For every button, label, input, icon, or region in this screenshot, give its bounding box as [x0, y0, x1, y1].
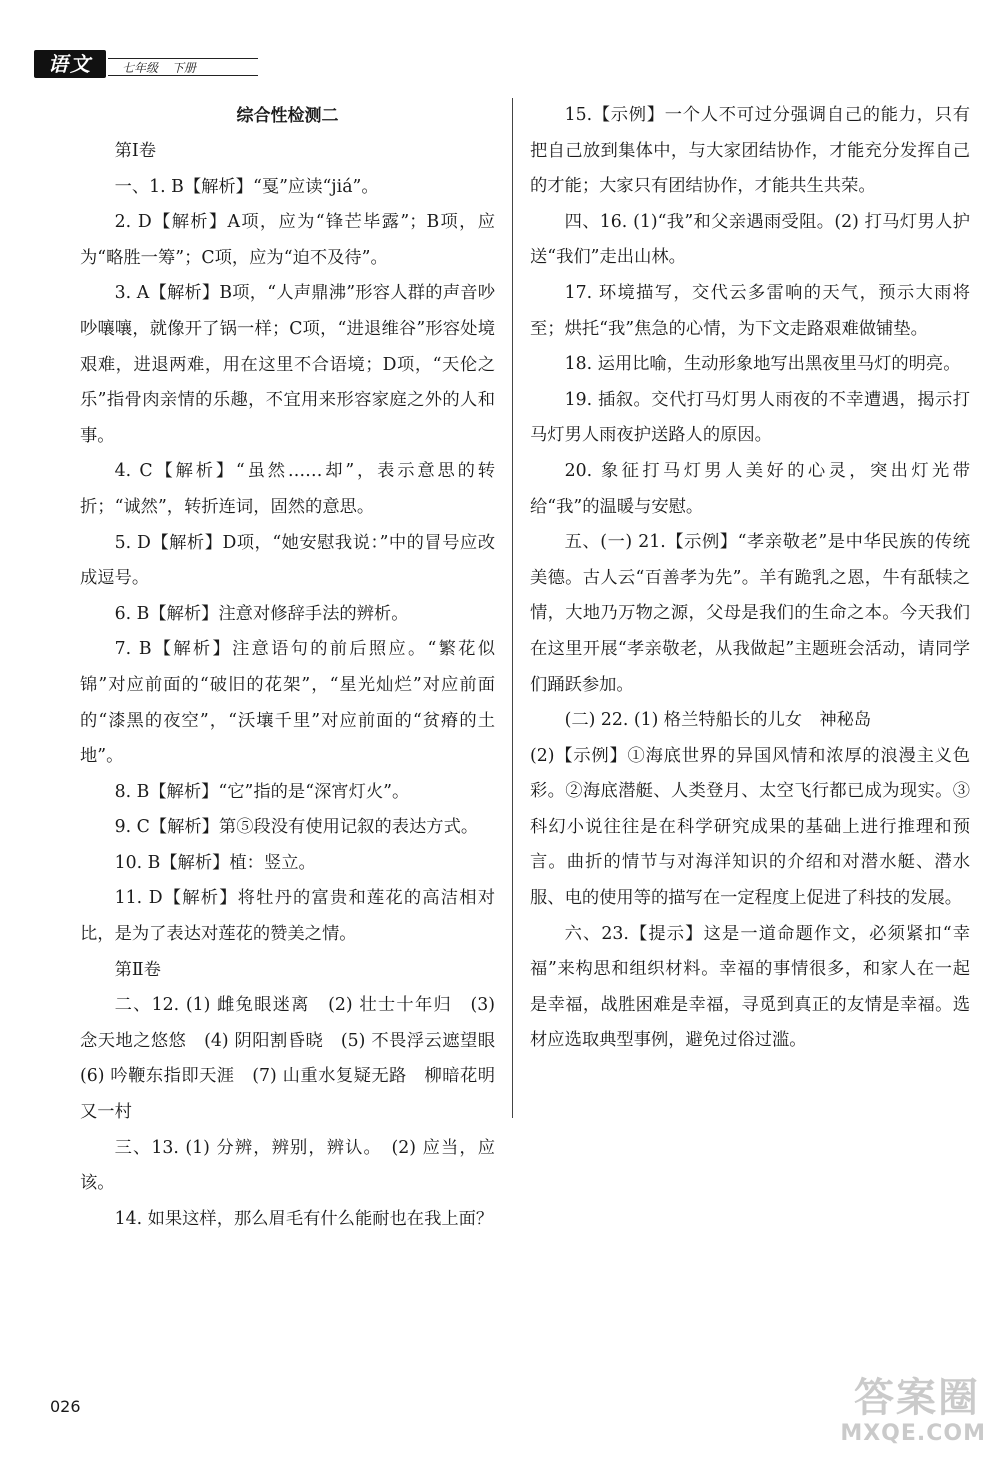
- answer-23: 六、23.【提示】这是一道命题作文，必须紧扣“幸福”来构思和组织材料。幸福的事情很多，和家人在一起是幸福，战胜困难是幸福，寻觅到真正的友情是幸福。选材应选取典型事例，避免过俗过滥。: [530, 923, 970, 1051]
- answer-22-2: (2)【示例】①海底世界的异国风情和浓厚的浪漫主义色彩。②海底潜艇、人类登月、太空飞行都已成为现实。③科幻小说往往是在科学研究成果的基础上进行推理和预言。曲折的情节与对海洋知识的介绍和对潜水艇、潜水服、电的使用等的描写在一定程度上促进了科技的发展。: [530, 745, 970, 909]
- answer-8: 8. B【解析】“它”指的是“深宵灯火”。: [114, 781, 410, 802]
- answer-2: 2. D【解析】A项，应为“锋芒毕露”；B项，应为“略胜一筹”；C项，应为“迫不及待”。: [80, 212, 495, 268]
- header-volume: 下册: [171, 61, 196, 75]
- answer-12: 二、12. (1) 雌兔眼迷离 (2) 壮士十年归 (3) 念天地之悠悠 (4) 阴阳割昏晓 (5) 不畏浮云遮望眼 (6) 吟鞭东指即天涯 (7) 山重水复疑无路 柳暗花明又一村: [80, 995, 513, 1123]
- answer-3: 3. A【解析】B项，“人声鼎沸”形容人群的声音吵吵嚷嚷，就像开了锅一样；C项，“进退维谷”形容处境艰难，进退两难，用在这里不合语境；D项，“天伦之乐”指骨肉亲情的乐趣，不宜用来形容家庭之外的人和事。: [80, 283, 495, 446]
- left-column: [80, 98, 513, 1237]
- header-grade: 七年级: [122, 61, 159, 75]
- answer-20: 20. 象征打马灯男人美好的心灵，突出灯光带给“我”的温暖与安慰。: [530, 460, 970, 517]
- page-number: 026: [50, 1397, 81, 1416]
- watermark-main-text: 答案圈: [854, 1375, 980, 1421]
- answer-16: 四、16. (1)“我”和父亲遇雨受阻。(2) 打马灯男人护送“我们”走出山林。: [530, 211, 970, 268]
- answer-10: 10. B【解析】植：竖立。: [114, 852, 316, 873]
- answer-9: 9. C【解析】第⑤段没有使用记叙的表达方式。: [114, 817, 479, 838]
- watermark-logo: [836, 1374, 986, 1456]
- page-header: [34, 50, 224, 80]
- right-column: [530, 98, 970, 1059]
- volume-2-heading: 第Ⅱ卷: [114, 959, 161, 980]
- answer-22-1: (二) 22. (1) 格兰特船长的儿女 神秘岛: [564, 710, 872, 731]
- answer-14: 14. 如果这样，那么眉毛有什么能耐也在我上面？: [114, 1208, 494, 1229]
- answer-11: 11. D【解析】将牡丹的富贵和莲花的高洁相对比，是为了表达对莲花的赞美之情。: [80, 888, 495, 945]
- answer-15: 15.【示例】一个人不可过分强调自己的能力，只有把自己放到集体中，与大家团结协作，才能充分发挥自己的才能；大家只有团结协作，才能共生共荣。: [530, 105, 970, 197]
- answer-5: 5. D【解析】D项，“她安慰我说：”中的冒号应改成逗号。: [80, 532, 495, 589]
- watermark-url-text: MXQE.COM: [840, 1421, 986, 1446]
- answer-21: 五、(一) 21.【示例】“孝亲敬老”是中华民族的传统美德。古人云“百善孝为先”。羊有跪乳之恩，牛有舐犊之情，大地乃万物之源，父母是我们的生命之本。今天我们在这里开展“孝亲敬老，从我做起”主题班会活动，请同学们踊跃参加。: [530, 532, 970, 695]
- answer-13: 三、13. (1) 分辨，辨别，辨认。 (2) 应当，应该。: [80, 1137, 495, 1194]
- answer-19: 19. 插叙。交代打马灯男人雨夜的不幸遭遇，揭示打马灯男人雨夜护送路人的原因。: [530, 389, 970, 446]
- header-grade-band: [108, 58, 258, 76]
- answer-4: 4. C【解析】“虽然……却”，表示意思的转折；“诚然”，转折连词，固然的意思。: [80, 461, 495, 517]
- volume-1-heading: 第Ⅰ卷: [114, 141, 156, 161]
- answer-18: 18. 运用比喻，生动形象地写出黑夜里马灯的明亮。: [564, 354, 961, 375]
- answer-7: 7. B【解析】注意语句的前后照应。“繁花似锦”对应前面的“破旧的花架”，“星光灿烂”对应前面的“漆黑的夜空”，“沃壤千里”对应前面的“贫瘠的土地”。: [80, 639, 495, 767]
- answer-1: 一、1. B【解析】“戛”应读“jiá”。: [114, 176, 379, 197]
- section-title: 综合性检测二: [236, 106, 339, 126]
- answer-17: 17. 环境描写，交代云多雷响的天气，预示大雨将至；烘托“我”焦急的心情，为下文走路艰难做铺垫。: [530, 282, 970, 339]
- column-divider: [512, 98, 513, 1118]
- answer-6: 6. B【解析】注意对修辞手法的辨析。: [114, 603, 409, 624]
- header-subject-logo: 语文: [34, 50, 106, 78]
